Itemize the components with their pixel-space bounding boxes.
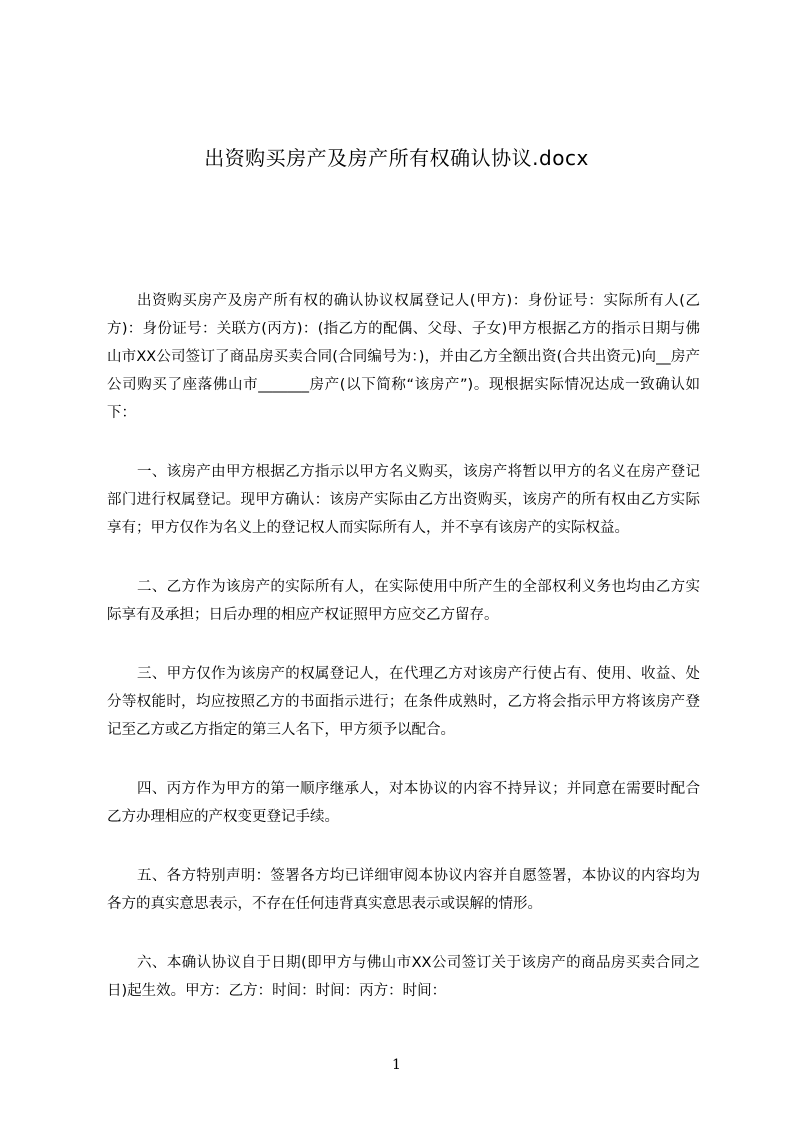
page-number: 1 bbox=[392, 1057, 401, 1073]
paragraph-clause-5: 五、各方特别声明：签署各方均已详细审阅本协议内容并自愿签署，本协议的内容均为各方的真实意思表示，不存在任何违背真实意思表示或误解的情形。 bbox=[107, 868, 700, 912]
document-title: 出资购买房产及房产所有权确认协议.docx bbox=[204, 146, 589, 170]
paragraph-clause-4: 四、丙方作为甲方的第一顺序继承人，对本协议的内容不持异议；并同意在需要时配合乙方办理相应的产权变更登记手续。 bbox=[107, 781, 700, 825]
paragraph-clause-6: 六、本确认协议自于日期(即甲方与佛山市XX公司签订关于该房产的商品房买卖合同之日)起生效。甲方：乙方：时间：时间：丙方：时间： bbox=[107, 955, 700, 999]
paragraph-clause-3: 三、甲方仅作为该房产的权属登记人，在代理乙方对该房产行使占有、使用、收益、处分等权能时，均应按照乙方的书面指示进行；在条件成熟时，乙方将会指示甲方将该房产登记至乙方或乙方指定的第三人名下，甲方须予以配合。 bbox=[107, 666, 700, 738]
paragraph-intro: 出资购买房产及房产所有权的确认协议权属登记人(甲方)：身份证号：实际所有人(乙方)：身份证号：关联方(丙方)：(指乙方的配偶、父母、子女)甲方根据乙方的指示日期与佛山市XX公司签订了商品房买卖合同(合同编号为：)，并由乙方全额出资(合共出资元)向__房产公司购买了座落佛山市_______房产(以下简称“该房产”)。现根据实际情况达成一致确认如下： bbox=[107, 293, 700, 421]
paragraph-clause-2: 二、乙方作为该房产的实际所有人，在实际使用中所产生的全部权利义务也均由乙方实际享有及承担；日后办理的相应产权证照甲方应交乙方留存。 bbox=[107, 579, 700, 623]
document-body bbox=[107, 287, 700, 1036]
paragraph-clause-1: 一、该房产由甲方根据乙方指示以甲方名义购买，该房产将暂以甲方的名义在房产登记部门进行权属登记。现甲方确认：该房产实际由乙方出资购买，该房产的所有权由乙方实际享有；甲方仅作为名义上的登记权人而实际所有人，并不享有该房产的实际权益。 bbox=[107, 464, 700, 536]
